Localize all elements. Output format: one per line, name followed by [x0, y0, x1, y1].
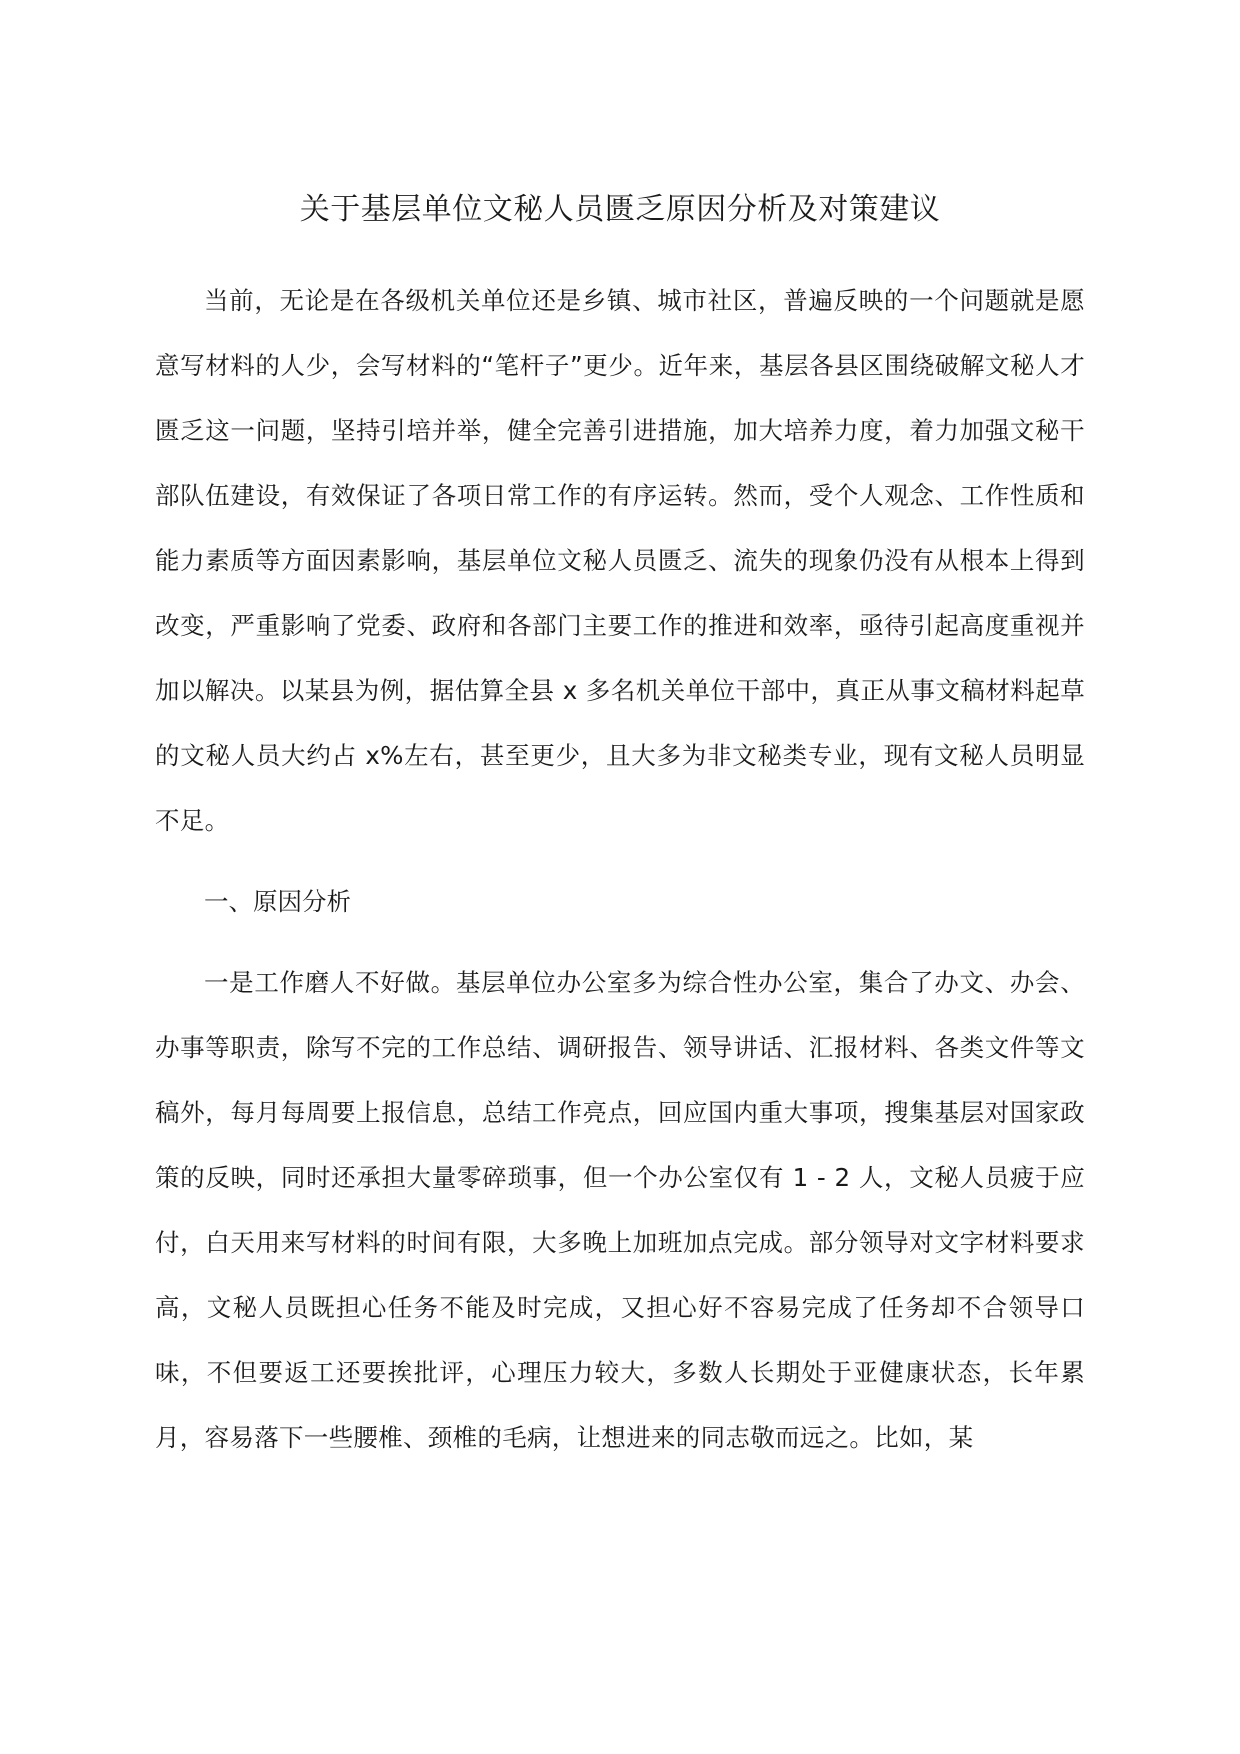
- document-title: 关于基层单位文秘人员匮乏原因分析及对策建议: [299, 192, 941, 227]
- document-body: [155, 268, 1085, 1470]
- intro-paragraph: 当前，无论是在各级机关单位还是乡镇、城市社区，普遍反映的一个问题就是愿意写材料的人少，会写材料的“笔杆子”更少。近年来，基层各县区围绕破解文秘人才匮乏这一问题，坚持引培并举，健全完善引进措施，加大培养力度，着力加强文秘干部队伍建设，有效保证了各项日常工作的有序运转。然而，受个人观念、工作性质和能力素质等方面因素影响，基层单位文秘人员匮乏、流失的现象仍没有从根本上得到改变，严重影响了党委、政府和各部门主要工作的推进和效率，亟待引起高度重视并加以解决。以某县为例，据估算全县 x 多名机关单位干部中，真正从事文稿材料起草的文秘人员大约占 x%左右，甚至更少，且大多为非文秘类专业，现有文秘人员明显不足。: [155, 286, 1085, 835]
- reason-paragraph: 一是工作磨人不好做。基层单位办公室多为综合性办公室，集合了办文、办会、办事等职责，除写不完的工作总结、调研报告、领导讲话、汇报材料、各类文件等文稿外，每月每周要上报信息，总结工作亮点，回应国内重大事项，搜集基层对国家政策的反映，同时还承担大量零碎琐事，但一个办公室仅有 1 - 2 人，文秘人员疲于应付，白天用来写材料的时间有限，大多晚上加班加点完成。部分领导对文字材料要求高，文秘人员既担心任务不能及时完成，又担心好不容易完成了任务却不合领导口味，不但要返工还要挨批评，心理压力较大，多数人长期处于亚健康状态，长年累月，容易落下一些腰椎、颈椎的毛病，让想进来的同志敬而远之。比如，某: [155, 968, 1085, 1452]
- section-heading: 一、原因分析: [204, 887, 351, 916]
